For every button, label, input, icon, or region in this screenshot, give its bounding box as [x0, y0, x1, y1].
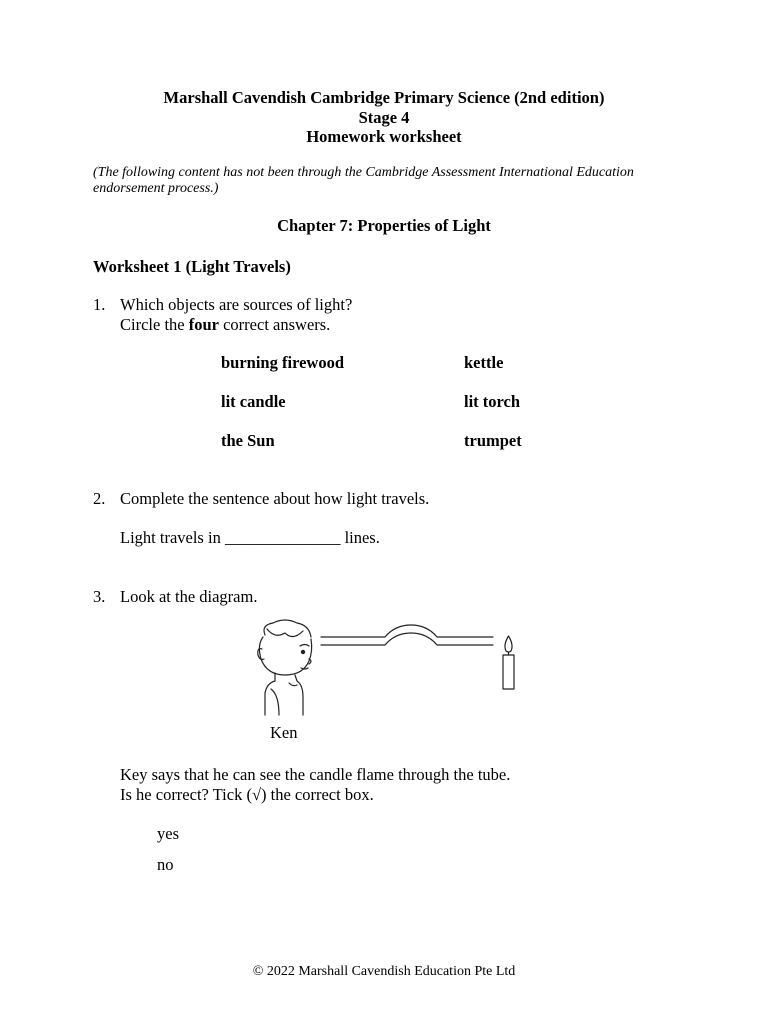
- choice-yes-label: yes: [157, 824, 179, 843]
- tube-bottom: [321, 633, 493, 645]
- body-front: [295, 675, 303, 715]
- question-2-sentence[interactable]: Light travels in ______________ lines.: [120, 528, 380, 547]
- figure-label-ken: Ken: [270, 723, 298, 742]
- eye: [301, 650, 304, 653]
- question-1-number: 1.: [93, 295, 106, 314]
- tube-top: [321, 625, 493, 637]
- endorsement-note-line-2: endorsement process.): [93, 181, 219, 196]
- option-lit-torch[interactable]: lit torch: [464, 392, 521, 411]
- endorsement-note-line-1: (The following content has not been through the Cambridge Assessment International Education: [93, 165, 634, 180]
- question-2-prompt: Complete the sentence about how light travels.: [120, 489, 430, 508]
- copyright-footer: © 2022 Marshall Cavendish Education Pte Ltd: [252, 964, 516, 979]
- instruction-text: Circle the: [120, 315, 189, 334]
- option-trumpet[interactable]: trumpet: [464, 431, 522, 450]
- chapter-title: Chapter 7: Properties of Light: [277, 216, 491, 235]
- candle-flame: [505, 636, 512, 652]
- worksheet-type: Homework worksheet: [306, 127, 462, 146]
- question-3-instruction: Is he correct? Tick (√) the correct box.: [120, 785, 374, 804]
- question-1-instruction: [120, 315, 330, 335]
- instruction-text: correct answers.: [218, 315, 331, 334]
- option-lit-candle[interactable]: lit candle: [221, 392, 286, 411]
- worksheet-title: Worksheet 1 (Light Travels): [93, 257, 291, 276]
- option-burning-firewood[interactable]: burning firewood: [221, 353, 345, 372]
- arm: [271, 689, 279, 715]
- question-3-prompt: Look at the diagram.: [120, 587, 258, 606]
- question-1-prompt: Which objects are sources of light?: [120, 295, 353, 314]
- option-the-sun[interactable]: the Sun: [221, 431, 275, 450]
- question-3-statement: Key says that he can see the candle flame through the tube.: [120, 765, 511, 784]
- candle-body: [503, 655, 514, 689]
- instruction-emphasis: four: [188, 315, 219, 334]
- choice-no-label: no: [157, 855, 174, 874]
- question-2-number: 2.: [93, 489, 106, 508]
- stage-label: Stage 4: [358, 108, 410, 127]
- option-kettle[interactable]: kettle: [464, 353, 504, 372]
- question-3-number: 3.: [93, 587, 106, 606]
- document-title: Marshall Cavendish Cambridge Primary Science (2nd edition): [163, 88, 605, 107]
- body-back: [265, 673, 275, 715]
